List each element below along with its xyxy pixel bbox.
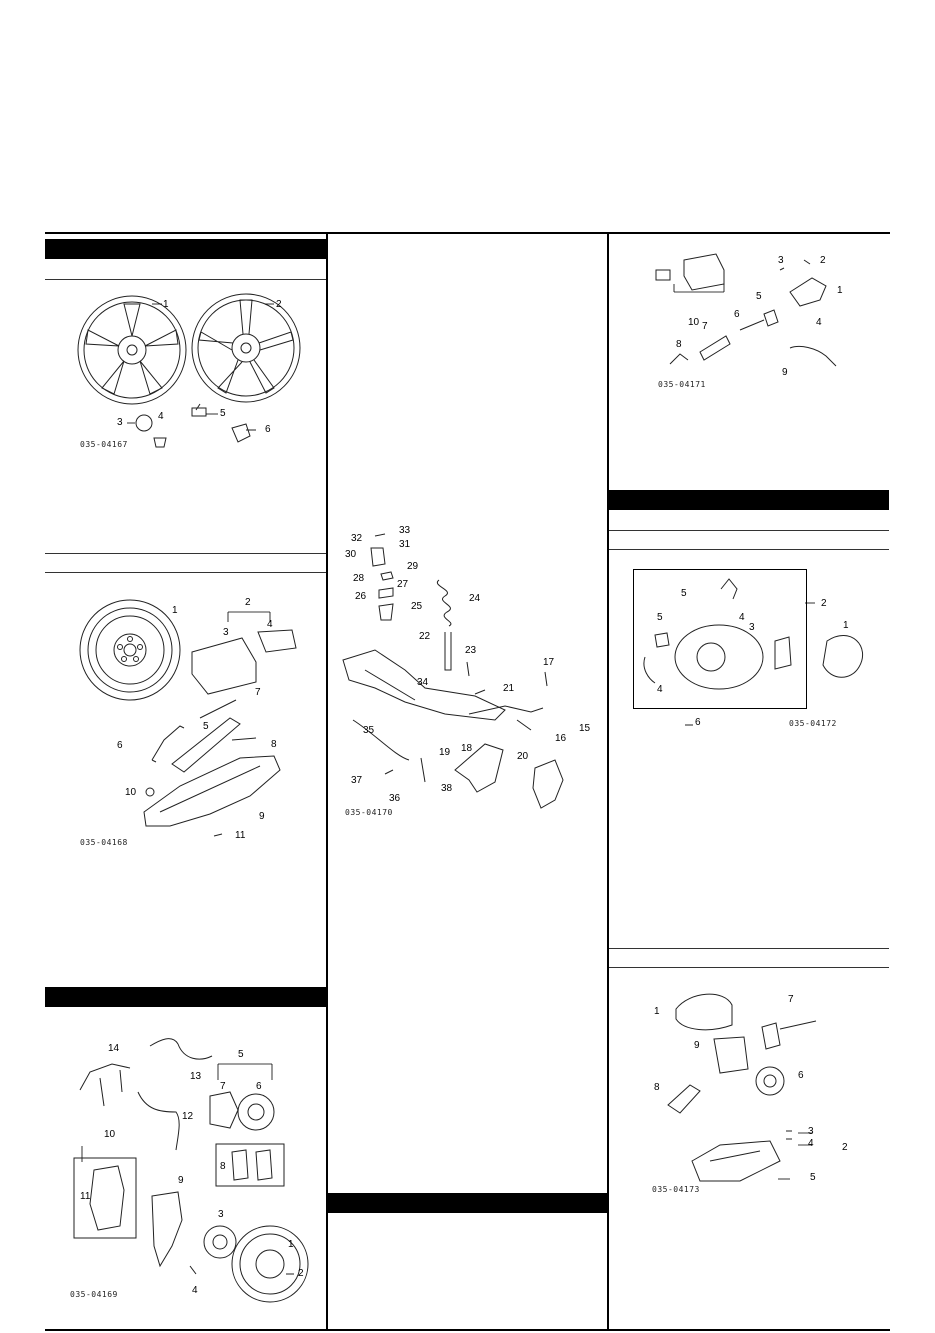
brake-drawing	[60, 1020, 320, 1305]
callout-5: 5	[810, 1172, 816, 1183]
steering-drawing	[640, 248, 860, 398]
section-band-suspension-notes	[328, 1193, 607, 1213]
callout-10: 10	[125, 787, 137, 798]
callout-17: 17	[543, 657, 555, 668]
column-divider-1	[326, 232, 328, 1331]
callout-26: 26	[355, 591, 367, 602]
callout-2: 2	[842, 1142, 848, 1153]
section-band-airbag	[609, 490, 889, 510]
callout-8: 8	[271, 739, 277, 750]
callout-9: 9	[178, 1175, 184, 1186]
callout-3: 3	[778, 255, 784, 266]
callout-1: 1	[288, 1239, 294, 1250]
callout-23: 23	[465, 645, 477, 656]
callout-4: 4	[739, 612, 745, 623]
callout-31: 31	[399, 539, 411, 550]
figure-caption: 035-04167	[80, 440, 128, 449]
section-rule	[609, 948, 889, 949]
section-band-wheels	[45, 239, 326, 259]
callout-1: 1	[172, 605, 178, 616]
callout-7: 7	[702, 321, 708, 332]
callout-27: 27	[397, 579, 409, 590]
callout-19: 19	[439, 747, 451, 758]
callout-2: 2	[821, 598, 827, 609]
callout-3: 3	[749, 622, 755, 633]
suspension-drawing	[335, 520, 600, 820]
column-drawing	[640, 985, 860, 1200]
callout-7: 7	[220, 1081, 226, 1092]
callout-4: 4	[808, 1138, 814, 1149]
callout-8: 8	[220, 1161, 226, 1172]
section-rule	[45, 553, 326, 554]
callout-3: 3	[218, 1209, 224, 1220]
column-divider-2	[607, 232, 609, 1331]
callout-20: 20	[517, 751, 529, 762]
spare-drawing	[60, 590, 320, 850]
callout-11: 11	[80, 1191, 91, 1202]
figure-caption: 035-04173	[652, 1185, 700, 1194]
callout-5: 5	[756, 291, 762, 302]
figure-caption: 035-04171	[658, 380, 706, 389]
callout-16: 16	[555, 733, 567, 744]
callout-3: 3	[808, 1126, 814, 1137]
callout-6: 6	[117, 740, 123, 751]
callout-38: 38	[441, 783, 453, 794]
callout-1: 1	[654, 1006, 660, 1017]
callout-12: 12	[182, 1111, 194, 1122]
callout-2: 2	[276, 299, 282, 310]
brake-hub-figure	[60, 1020, 320, 1305]
figure-caption: 035-04168	[80, 838, 128, 847]
callout-33: 33	[399, 525, 411, 536]
callout-8: 8	[676, 339, 682, 350]
steering-wheel-airbag-figure	[625, 565, 875, 735]
callout-1: 1	[163, 299, 169, 310]
callout-6: 6	[256, 1081, 262, 1092]
section-rule	[609, 530, 889, 531]
section-rule	[609, 549, 889, 550]
callout-3: 3	[223, 627, 229, 638]
callout-5: 5	[238, 1049, 244, 1060]
callout-5: 5	[203, 721, 209, 732]
callout-2: 2	[245, 597, 251, 608]
callout-13: 13	[190, 1071, 202, 1082]
figure-caption: 035-04170	[345, 808, 393, 817]
bottom-divider	[45, 1329, 890, 1331]
callout-28: 28	[353, 573, 365, 584]
section-rule	[45, 279, 326, 280]
callout-24: 24	[469, 593, 481, 604]
callout-1: 1	[837, 285, 843, 296]
callout-29: 29	[407, 561, 419, 572]
steering-column-figure	[640, 985, 860, 1200]
callout-8: 8	[654, 1082, 660, 1093]
callout-5: 5	[681, 588, 687, 599]
front-suspension-figure	[335, 520, 600, 820]
callout-30: 30	[345, 549, 357, 560]
callout-4: 4	[158, 411, 164, 422]
callout-35: 35	[363, 725, 375, 736]
callout-22: 22	[419, 631, 431, 642]
callout-18: 18	[461, 743, 473, 754]
callout-15: 15	[579, 723, 591, 734]
callout-2: 2	[298, 1268, 304, 1279]
steering-gear-figure	[640, 248, 860, 398]
callout-6: 6	[265, 424, 271, 435]
callout-1: 1	[843, 620, 849, 631]
callout-37: 37	[351, 775, 363, 786]
spare-tire-jack-figure	[60, 590, 320, 850]
callout-11: 11	[235, 830, 246, 841]
wheels-figure	[60, 290, 320, 460]
callout-3: 3	[117, 417, 123, 428]
callout-36: 36	[389, 793, 401, 804]
section-band-brakes	[45, 987, 326, 1007]
callout-9: 9	[259, 811, 265, 822]
callout-4: 4	[816, 317, 822, 328]
callout-10: 10	[104, 1129, 116, 1140]
callout-5: 5	[220, 408, 226, 419]
callout-25: 25	[411, 601, 423, 612]
callout-32: 32	[351, 533, 363, 544]
callout-4: 4	[192, 1285, 198, 1296]
callout-6: 6	[798, 1070, 804, 1081]
callout-10: 10	[688, 317, 700, 328]
callout-6: 6	[734, 309, 740, 320]
callout-9: 9	[694, 1040, 700, 1051]
callout-5-lower: 5	[657, 612, 663, 623]
callout-34: 34	[417, 677, 429, 688]
callout-7: 7	[255, 687, 261, 698]
callout-2: 2	[820, 255, 826, 266]
callout-14: 14	[108, 1043, 120, 1054]
callout-7: 7	[788, 994, 794, 1005]
callout-6: 6	[695, 717, 701, 728]
callout-9: 9	[782, 367, 788, 378]
section-rule	[609, 967, 889, 968]
callout-4: 4	[267, 619, 273, 630]
figure-caption: 035-04172	[789, 719, 837, 728]
figure-caption: 035-04169	[70, 1290, 118, 1299]
top-divider	[45, 232, 890, 234]
section-rule	[45, 572, 326, 573]
callout-21: 21	[503, 683, 515, 694]
callout-4-lower: 4	[657, 684, 663, 695]
wheels-drawing	[60, 290, 320, 460]
airbag-drawing	[625, 565, 875, 735]
